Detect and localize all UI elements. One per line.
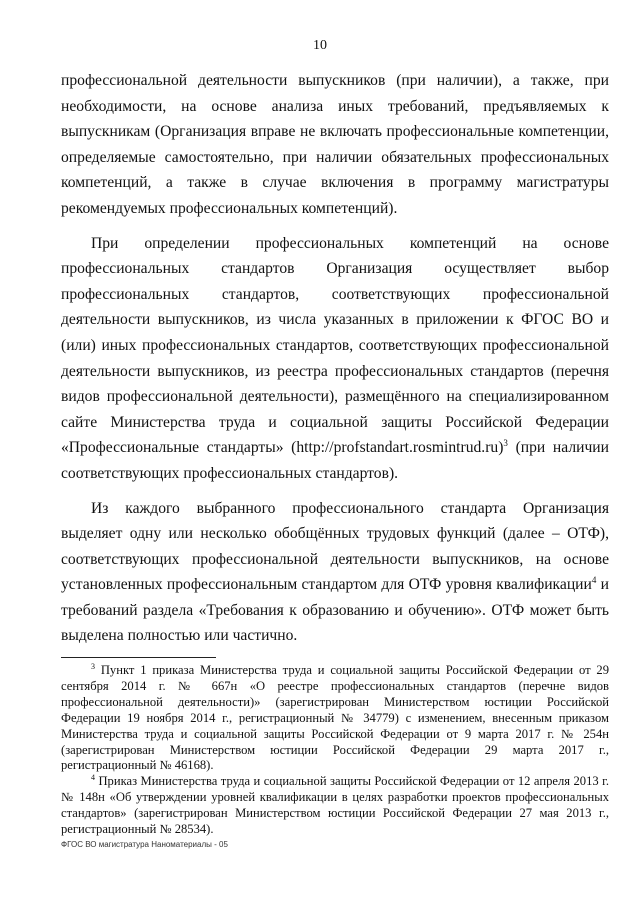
paragraph-3-text-end: и требований раздела «Требования к образованию и обучению». ОТФ может быть выделена полностью или частично. bbox=[61, 576, 609, 645]
footnote-3 bbox=[61, 663, 609, 774]
paragraph-3-text: Из каждого выбранного профессионального стандарта Организация выделяет одну или несколько обобщённых трудовых функций (далее – ОТФ), соответствующих профессиональной деятельности выпускников, на основе установленных профессиональным стандартом для ОТФ уровня квалификации bbox=[61, 499, 609, 594]
page-number: 10 bbox=[313, 38, 327, 53]
body-text bbox=[61, 68, 609, 658]
paragraph-2-text-end: (при наличии соответствующих профессиональных стандартов). bbox=[61, 439, 609, 482]
document-footer: ФГОС ВО магистратура Наноматериалы - 05 bbox=[61, 840, 228, 849]
paragraph-3 bbox=[61, 496, 609, 650]
footnote-3-mark: 3 bbox=[91, 662, 95, 671]
footnote-ref-3[interactable]: 3 bbox=[503, 438, 508, 449]
footnote-separator bbox=[61, 657, 216, 658]
footnote-4-text: Приказ Министерства труда и социальной защиты Российской Федерации от 12 апреля 2013 г. № 148н «Об утверждении уровней квалификации в целях разработки проектов профессиональных стандартов» (зарегистрирован Министерством юстиции Российской Федерации 27 мая 2013 г., регистрационный № 28534). bbox=[61, 774, 609, 837]
footnote-4 bbox=[61, 774, 609, 838]
footnotes bbox=[61, 663, 609, 838]
footnote-ref-4[interactable]: 4 bbox=[591, 575, 597, 586]
paragraph-1: профессиональной деятельности выпускников (при наличии), а также, при необходимости, на основе анализа иных требований, предъявляемых к выпускникам (Организация вправе не включать профессиональные компетенции, определяемые самостоятельно, при наличии обязательных профессиональных компетенций, а также в случае включения в программу магистратуры рекомендуемых профессиональных компетенций). bbox=[61, 72, 609, 217]
footnote-3-text: Пункт 1 приказа Министерства труда и социальной защиты Российской Федерации от 29 сентября 2014 г. № 667н «О реестре профессиональных стандартов (перечне видов профессиональной деятельности)» (зарегистрирован Министерством юстиции Российской Федерации 19 ноября 2014 г., регистрационный № 34779) с изменением, внесенным приказом Министерства труда и социальной защиты Российской Федерации от 9 марта 2017 г. № 254н (зарегистрирован Министерством юстиции Российской Федерации 29 марта 2017 г., регистрационный № 46168). bbox=[61, 663, 609, 773]
footnote-4-mark: 4 bbox=[91, 773, 95, 783]
paragraph-2-text: При определении профессиональных компетенций на основе профессиональных стандартов Организация осуществляет выбор профессиональных стандартов, соответствующих профессиональной деятельности выпускников, из числа указанных в приложении к ФГОС ВО и (или) иных профессиональных стандартов, соответствующих профессиональной деятельности выпускников, из реестра профессиональных стандартов (перечня видов профессиональной деятельности), размещённого на специализированном сайте Министерства труда и социальной защиты Российской Федерации «Профессиональные стандарты» (http://profstandart.rosmintrud.ru) bbox=[61, 234, 609, 457]
paragraph-2 bbox=[61, 231, 609, 487]
